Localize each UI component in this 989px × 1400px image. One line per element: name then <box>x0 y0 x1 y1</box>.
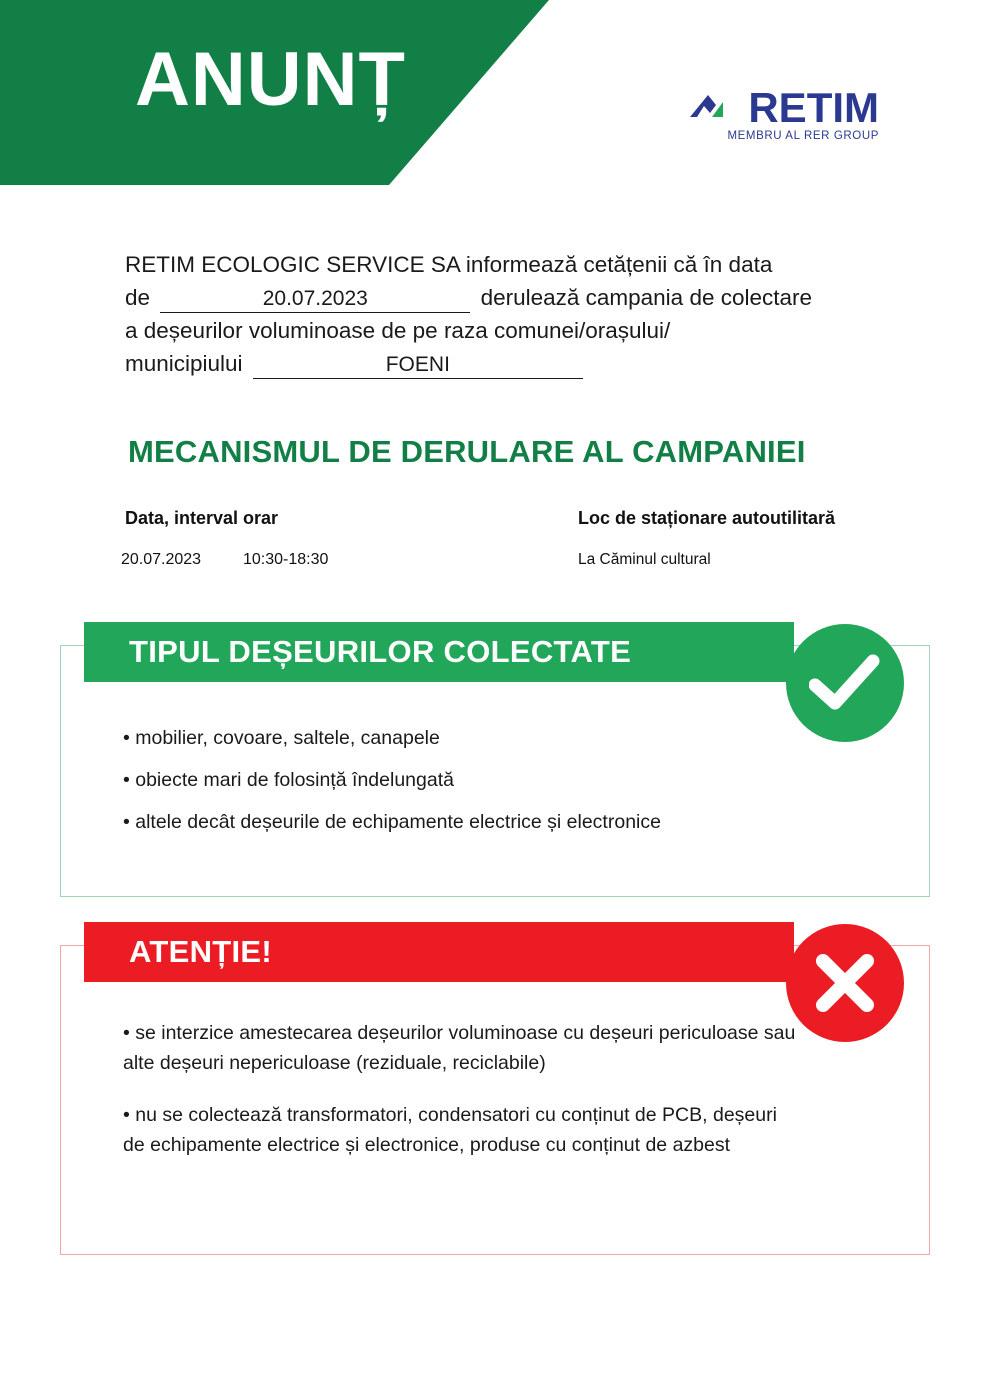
cross-icon <box>786 924 904 1042</box>
accepted-waste-panel <box>60 634 930 897</box>
intro-label-municipiului: municipiului <box>125 351 243 376</box>
accepted-waste-title: TIPUL DEȘEURILOR COLECTATE <box>129 634 632 669</box>
accepted-waste-list <box>123 724 823 850</box>
list-item: • mobilier, covoare, saltele, canapele <box>123 727 440 749</box>
campaign-date-field[interactable]: 20.07.2023 <box>160 286 470 313</box>
retim-logo-text: RETIM <box>748 84 879 131</box>
schedule-row-time: 10:30-18:30 <box>243 551 329 568</box>
warning-header <box>84 922 794 982</box>
intro-paragraph <box>125 248 915 380</box>
retim-logo <box>649 84 879 142</box>
schedule-row-place: La Căminul cultural <box>578 551 711 568</box>
page-header <box>0 0 989 185</box>
retim-logo-subtitle: MEMBRU AL RER GROUP <box>727 129 879 142</box>
list-item: • se interzice amestecarea deșeurilor voluminoase cu deșeuri periculoase sau alte deșeuri nepericuloase (reziduale, reciclabile) <box>123 1022 796 1074</box>
warning-list <box>123 1018 803 1182</box>
locality-field[interactable]: FOENI <box>253 352 583 379</box>
warning-panel <box>60 934 930 1255</box>
intro-label-de: de <box>125 285 151 310</box>
intro-line-2: derulează campania de colectare <box>480 285 813 310</box>
schedule-col-date-header: Data, interval orar <box>125 508 279 528</box>
mechanism-title: MECANISMUL DE DERULARE AL CAMPANIEI <box>128 434 806 469</box>
list-item: • altele decât deșeurile de echipamente electrice și electronice <box>123 811 661 833</box>
retim-logo-mark-icon <box>690 91 744 125</box>
schedule-row-date: 20.07.2023 <box>121 551 202 568</box>
warning-title: ATENȚIE! <box>129 934 273 969</box>
intro-line-1: RETIM ECOLOGIC SERVICE SA informează cetățenii că în data <box>125 252 773 277</box>
list-item: • obiecte mari de folosință îndelungată <box>123 769 454 791</box>
page-title: ANUNȚ <box>135 37 406 122</box>
accepted-waste-header <box>84 622 794 682</box>
intro-line-3: a deșeurilor voluminoase de pe raza comunei/orașului/ <box>125 318 671 343</box>
list-item: • nu se colectează transformatori, condensatori cu conținut de PCB, deșeuri de echipamente electrice și electronice, produse cu conținut de azbest <box>123 1104 777 1156</box>
schedule-col-place-header: Loc de staționare autoutilitară <box>578 508 836 528</box>
